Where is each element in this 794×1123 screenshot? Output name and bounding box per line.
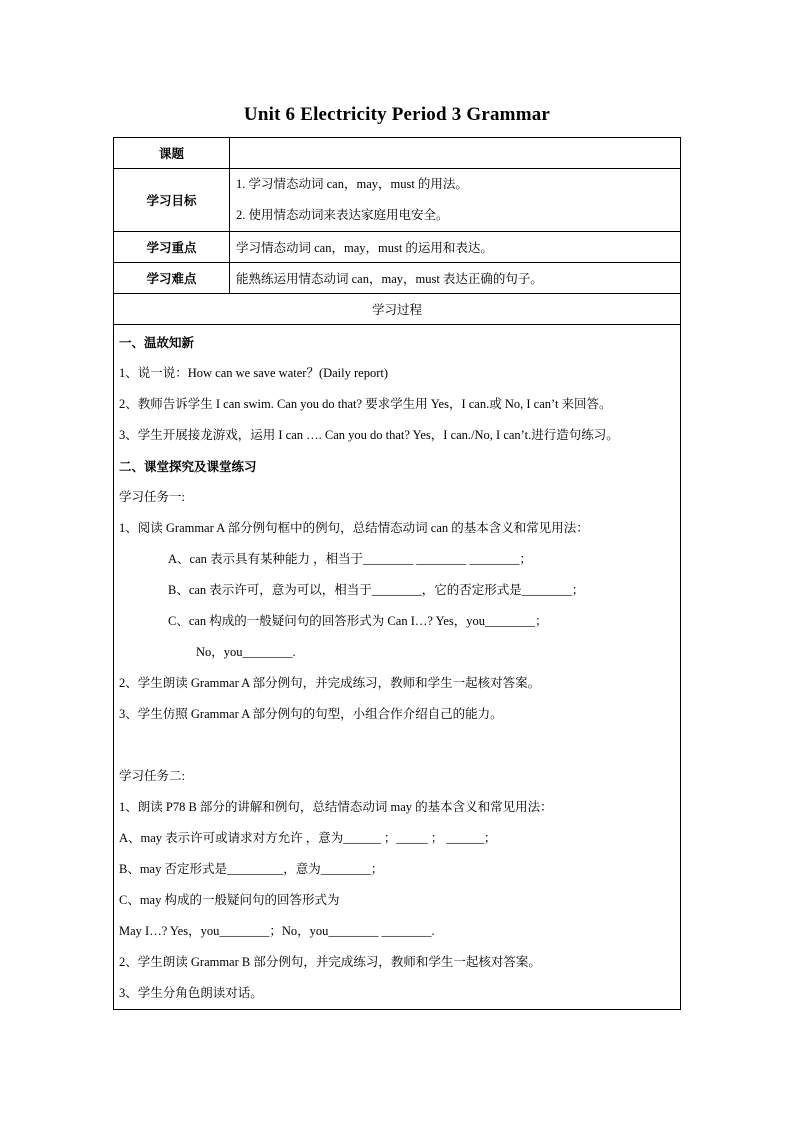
- exercise-line: B、may 否定形式是_________，意为________；: [119, 862, 384, 876]
- process-line: 2、学生朗读 Grammar A 部分例句，并完成练习，教师和学生一起核对答案。: [119, 676, 541, 690]
- process-header-row: [114, 294, 681, 325]
- topic-label: 课题: [114, 138, 230, 169]
- goal-item: 1. 学习情态动词 can，may，must 的用法。: [236, 177, 468, 191]
- goal-item: 2. 使用情态动词来表达家庭用电安全。: [236, 208, 449, 222]
- process-body: [114, 325, 681, 1010]
- process-line: 1、朗读 P78 B 部分的讲解和例句，总结情态动词 may 的基本含义和常见用法：: [119, 800, 553, 814]
- task-title: 学习任务二:: [119, 769, 185, 783]
- exercise-line: May I…? Yes，you________；No，you________ ________.: [119, 924, 435, 938]
- difficulty-row: [114, 263, 681, 294]
- difficulty-label: 学习难点: [114, 263, 230, 294]
- section-heading: 一、温故知新: [119, 335, 195, 350]
- process-line: 3、学生分角色朗读对话。: [119, 986, 263, 1000]
- exercise-line: C、may 构成的一般疑问句的回答形式为: [119, 893, 340, 907]
- focus-row: [114, 232, 681, 263]
- process-line: 2、学生朗读 Grammar B 部分例句，并完成练习，教师和学生一起核对答案。: [119, 955, 541, 969]
- exercise-line: A、can 表示具有某种能力 ，相当于________ ________ ________；: [168, 552, 532, 566]
- topic-row: [114, 138, 681, 169]
- process-line: 3、学生开展接龙游戏，运用 I can …. Can you do that? Yes，I can./No, I can’t.进行造句练习。: [119, 428, 619, 442]
- exercise-line: B、can 表示许可，意为可以，相当于________，它的否定形式是________；: [168, 583, 585, 597]
- focus-value: 学习情态动词 can，may，must 的运用和表达。: [230, 232, 681, 263]
- process-line: 2、教师告诉学生 I can swim. Can you do that? 要求学生用 Yes，I can.或 No, I can’t 来回答。: [119, 397, 612, 411]
- goals-value: [230, 169, 681, 232]
- process-line: 1、说一说：How can we save water？(Daily report): [119, 366, 389, 380]
- lesson-plan-table: [113, 137, 681, 1010]
- process-label: 学习过程: [114, 294, 681, 325]
- process-line: 1、阅读 Grammar A 部分例句框中的例句，总结情态动词 can 的基本含义和常见用法：: [119, 521, 589, 535]
- exercise-line: A、may 表示许可或请求对方允许 ，意为______ ；_____ ； ______；: [119, 831, 497, 845]
- exercise-line: C、can 构成的一般疑问句的回答形式为 Can I…? Yes，you________；: [168, 614, 548, 628]
- goals-row: [114, 169, 681, 232]
- section-heading: 二、课堂探究及课堂练习: [119, 459, 257, 474]
- topic-value: [230, 138, 681, 169]
- blank-line: [119, 730, 680, 761]
- process-line: 3、学生仿照 Grammar A 部分例句的句型，小组合作介绍自己的能力。: [119, 707, 503, 721]
- exercise-line: No，you________.: [196, 645, 296, 659]
- focus-label: 学习重点: [114, 232, 230, 263]
- process-content: [114, 325, 680, 1009]
- goals-label: 学习目标: [114, 169, 230, 232]
- document-title: Unit 6 Electricity Period 3 Grammar: [243, 104, 551, 125]
- difficulty-value: 能熟练运用情态动词 can，may，must 表达正确的句子。: [230, 263, 681, 294]
- process-body-row: [114, 325, 681, 1010]
- task-title: 学习任务一:: [119, 490, 185, 504]
